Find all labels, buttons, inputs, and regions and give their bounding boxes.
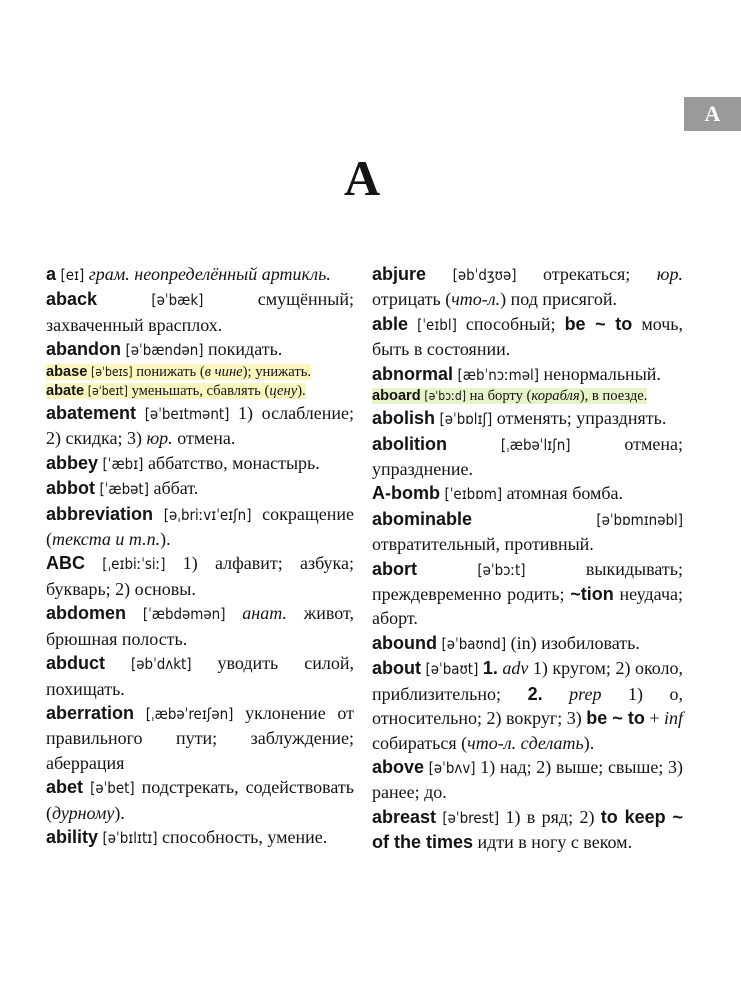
headword: ability xyxy=(46,826,99,847)
transcription: [ˌæbəˈlɪʃn] xyxy=(500,435,571,454)
dictionary-entry xyxy=(372,656,683,755)
definition-text: 1) о, относительно; 2) вокруг; 3) xyxy=(372,683,684,729)
entry-text xyxy=(372,434,683,479)
definition-text: 1) алфавит; азбука; букварь; 2) основы. xyxy=(46,553,355,599)
entry-text xyxy=(372,509,683,554)
transcription: [əˈbeɪtmənt] xyxy=(144,405,230,424)
headword: abatement xyxy=(46,403,137,424)
bold-phrase: be ~ to xyxy=(586,708,645,729)
transcription: [əˈbaʊnd] xyxy=(441,634,507,653)
transcription: [ˌæbəˈreɪʃən] xyxy=(145,704,234,723)
entry-text xyxy=(372,658,683,752)
dictionary-entry xyxy=(372,406,683,431)
entry-text xyxy=(46,383,306,399)
headword: ABC xyxy=(46,553,85,574)
dictionary-entry xyxy=(46,287,354,337)
definition-text: выкидывать; преждевременно родить; xyxy=(372,558,683,605)
entry-text xyxy=(46,289,354,334)
headword: abet xyxy=(46,777,84,798)
entry-text xyxy=(46,553,354,598)
definition-text: ) под присягой. xyxy=(500,289,618,310)
entry-text xyxy=(46,264,331,284)
dictionary-entry xyxy=(46,476,354,501)
italic-note: юр. xyxy=(656,264,683,284)
transcription: [əbˈdʌkt] xyxy=(131,655,192,674)
transcription: [əbˈdʒʊə] xyxy=(452,266,517,284)
entry-text xyxy=(372,757,683,802)
dictionary-entry xyxy=(372,262,683,312)
dictionary-entry xyxy=(46,363,354,382)
headword: a xyxy=(46,264,57,284)
entry-text xyxy=(46,403,354,448)
headword: abnormal xyxy=(372,363,454,384)
definition-text: аббатство, монастырь. xyxy=(143,452,320,473)
dictionary-entry xyxy=(372,387,683,406)
definition-text: атомная бомба. xyxy=(502,483,624,504)
dictionary-entry xyxy=(46,502,354,552)
definition-text: подстрекать, содействовать ( xyxy=(46,777,354,823)
definition-text: уменьшать, сбавлять ( xyxy=(127,382,270,399)
entry-text xyxy=(46,364,311,380)
transcription: [ˈæbət] xyxy=(99,480,149,499)
left-column xyxy=(46,262,354,850)
definition-text: уклонение от правильного пути; заблуждение; аберрация xyxy=(46,702,355,773)
headword: aboard xyxy=(372,388,421,405)
entry-text xyxy=(372,483,623,503)
italic-note: корабля xyxy=(531,388,580,405)
definition-text: ). xyxy=(297,382,306,399)
entry-text xyxy=(46,827,327,847)
definition-text: 1) над; 2) выше; свыше; 3) ранее; до. xyxy=(372,756,684,803)
transcription: [æbˈnɔːməl] xyxy=(457,365,539,384)
italic-note: adv xyxy=(502,658,529,679)
transcription: [əˌbriːvɪˈeɪʃn] xyxy=(163,505,252,524)
headword: abdomen xyxy=(46,603,127,624)
entry-text xyxy=(46,603,354,648)
dictionary-entry xyxy=(46,337,354,362)
definition-text: на борту ( xyxy=(466,388,532,405)
headword: abduct xyxy=(46,653,106,674)
transcription: [əˈbet] xyxy=(90,779,135,798)
definition-text: (in) изобиловать. xyxy=(506,632,640,653)
entry-text xyxy=(372,807,683,852)
dictionary-entry xyxy=(372,557,683,631)
transcription: [əˈbɪlɪtɪ] xyxy=(102,828,158,847)
entry-text xyxy=(372,633,640,653)
definition-text: + xyxy=(644,708,664,729)
dictionary-entry xyxy=(46,451,354,476)
dictionary-entry xyxy=(46,382,354,401)
definition-text: ); унижать. xyxy=(242,363,312,380)
transcription: [eɪ] xyxy=(60,266,85,284)
definition-text: аббат. xyxy=(148,478,199,499)
transcription: [əˈbɔːt] xyxy=(477,560,526,579)
definition-text: 1) в ряд; 2) xyxy=(499,806,601,827)
dictionary-entry xyxy=(46,262,354,287)
definition-text: ненормальный. xyxy=(538,363,661,384)
bold-phrase: ~tion xyxy=(570,584,614,605)
dictionary-entry xyxy=(46,701,354,775)
section-letter-heading: A xyxy=(343,150,381,206)
transcription: [əˈbeɪt] xyxy=(87,383,128,398)
headword: about xyxy=(372,658,421,679)
definition-text: способный; xyxy=(456,313,565,334)
italic-note: что-л. xyxy=(451,289,501,310)
definition-text: ). xyxy=(160,529,171,550)
definition-text: ), в поезде. xyxy=(579,388,648,405)
definition-text: живот, брюшная полость. xyxy=(46,603,354,649)
bold-phrase: 2. xyxy=(527,683,543,704)
definition-text: мочь, быть в состоянии. xyxy=(372,313,683,360)
transcription: [ˈæbdəmən] xyxy=(142,605,226,624)
entry-text xyxy=(372,314,683,359)
italic-note: что-л. сделать xyxy=(467,732,584,753)
definition-text: 1) кругом; 2) около, приблизительно; xyxy=(372,658,684,704)
entry-text xyxy=(46,703,354,773)
definition-text: отмена. xyxy=(172,428,236,449)
italic-note: текста и т.п. xyxy=(52,529,161,550)
italic-note: в чине xyxy=(204,363,243,380)
headword: able xyxy=(372,313,409,334)
definition-text: сокращение ( xyxy=(46,503,354,550)
dictionary-entry xyxy=(372,362,683,387)
definition-text: отменять; упразднять. xyxy=(492,408,667,429)
transcription: [ˈeɪbɒm] xyxy=(444,485,503,504)
definition-text xyxy=(543,684,570,704)
dictionary-entry xyxy=(372,507,683,557)
transcription: [əˈbʌv] xyxy=(428,758,476,777)
italic-note: цену xyxy=(269,382,298,399)
entry-text xyxy=(46,478,198,498)
definition-text: идти в ногу с веком. xyxy=(473,832,633,853)
italic-note: дурному xyxy=(52,802,115,823)
headword: abound xyxy=(372,632,437,653)
definition-text: ). xyxy=(583,732,595,753)
definition-text: ). xyxy=(114,802,125,823)
headword: aberration xyxy=(46,702,135,723)
headword: abjure xyxy=(372,264,427,284)
transcription: [əˈbaʊt] xyxy=(425,660,479,679)
headword: A-bomb xyxy=(372,483,440,504)
transcription: [əˈbɒmɪnəbl] xyxy=(596,510,683,529)
dictionary-entry xyxy=(372,805,683,855)
dictionary-entry xyxy=(46,601,354,651)
dictionary-entry xyxy=(372,312,683,362)
headword: abandon xyxy=(46,339,121,360)
right-column xyxy=(372,262,683,855)
transcription: [əˈbɒlɪʃ] xyxy=(439,410,493,429)
bold-phrase: be ~ to xyxy=(564,313,633,334)
headword: above xyxy=(372,756,425,777)
definition-text: отмена; упразднение. xyxy=(372,433,683,480)
headword: abate xyxy=(46,382,85,399)
dictionary-entry xyxy=(372,432,683,482)
headword: abbot xyxy=(46,478,95,499)
definition-text: уводить силой, похищать. xyxy=(46,653,354,699)
italic-note: грам. неопределённый артикль. xyxy=(88,264,331,284)
dictionary-entry xyxy=(46,651,354,701)
definition-text: неудача; аборт. xyxy=(372,584,683,629)
headword: abort xyxy=(372,558,417,579)
definition-text: отвратительный, противный. xyxy=(372,534,594,555)
letter-tab: A xyxy=(684,97,741,131)
definition-text: понижать ( xyxy=(132,363,205,380)
dictionary-entry xyxy=(46,551,354,601)
transcription: [ˈæbɪ] xyxy=(102,454,144,473)
headword: abbey xyxy=(46,452,99,473)
dictionary-entry xyxy=(372,755,683,805)
headword: aback xyxy=(46,289,98,310)
italic-note: inf xyxy=(664,708,684,729)
entry-text xyxy=(46,504,354,549)
italic-note: prep xyxy=(569,683,602,704)
headword: abolish xyxy=(372,408,436,429)
definition-text: отрицать ( xyxy=(372,289,452,310)
definition-text: отрекаться; xyxy=(516,264,657,284)
definition-text: покидать. xyxy=(203,339,283,360)
entry-text xyxy=(46,339,282,359)
transcription: [əˈbændən] xyxy=(125,341,204,360)
entry-text xyxy=(372,408,666,428)
transcription: [əˈbɔːd] xyxy=(424,389,467,404)
italic-note: юр. xyxy=(146,428,173,449)
headword: abominable xyxy=(372,508,473,529)
bold-phrase: to keep ~ of the times xyxy=(372,806,684,853)
dictionary-entry xyxy=(372,631,683,656)
transcription: [ˌeɪbiːˈsiː] xyxy=(102,555,166,574)
entry-text xyxy=(372,364,661,384)
headword: abreast xyxy=(372,806,437,827)
transcription: [əˈbeɪs] xyxy=(91,364,133,379)
entry-text xyxy=(46,653,354,698)
definition-text: смущённый; захваченный врасплох. xyxy=(46,289,354,335)
dictionary-entry xyxy=(46,401,354,451)
transcription: [ˈeɪbl] xyxy=(417,315,457,334)
transcription: [əˈbrest] xyxy=(442,808,500,827)
definition-text: собираться ( xyxy=(372,732,468,753)
definition-text xyxy=(225,603,242,623)
headword: abbreviation xyxy=(46,503,154,524)
entry-text xyxy=(46,453,320,473)
entry-text xyxy=(46,777,354,822)
bold-phrase: 1. xyxy=(482,658,498,679)
transcription: [əˈbæk] xyxy=(151,291,204,310)
italic-note: анат. xyxy=(242,603,287,624)
dictionary-entry xyxy=(46,775,354,825)
headword: abase xyxy=(46,363,88,380)
dictionary-entry xyxy=(46,825,354,850)
definition-text: способность, умение. xyxy=(157,826,328,847)
definition-text: 1) ослабление; 2) скидка; 3) xyxy=(46,403,355,449)
entry-text xyxy=(372,559,683,629)
entry-text xyxy=(372,264,683,309)
entry-text xyxy=(372,388,647,404)
headword: abolition xyxy=(372,433,447,454)
dictionary-entry xyxy=(372,481,683,506)
